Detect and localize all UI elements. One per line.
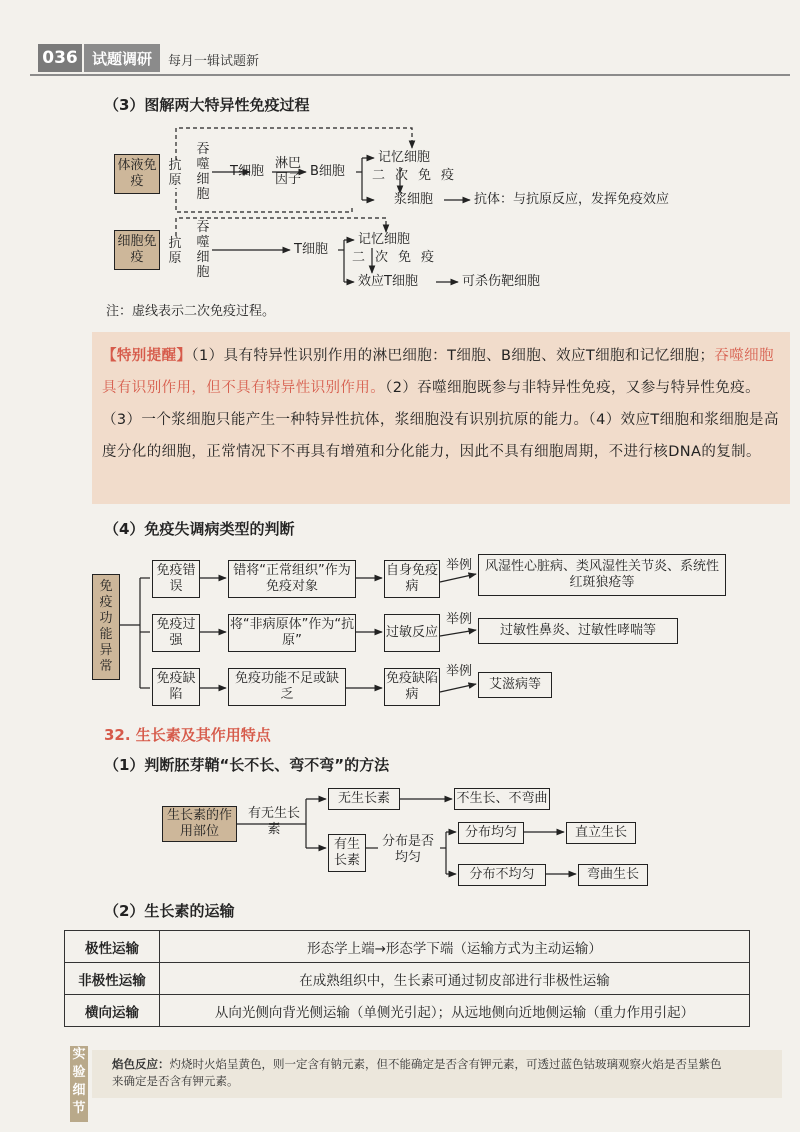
auxin-presence-label: 有无生长素 [248,806,301,837]
transport-type: 极性运输 [65,931,160,963]
disorder-cases-3: 艾滋病等 [478,672,552,698]
flame-test-text: 灼烧时火焰呈黄色，则一定含有钠元素，但不能确定是否含有钾元素，可透过蓝色钴玻璃观察火焰是否呈紫色来确定是否含有钾元素。 [112,1057,722,1088]
auxin-section-title: 32. 生长素及其作用特点 [104,726,271,744]
section-title: 试题调研 [84,44,160,72]
table-row [65,931,750,963]
humoral-memory-cell: 记忆细胞 [378,150,431,165]
transport-type: 横向运输 [65,995,160,1027]
special-reminder-label: 【特别提醒】 [102,348,192,364]
humoral-antigen: 抗原 [168,158,182,188]
auxin-site-box: 生长素的作用部位 [162,806,237,842]
disorder-disease-3: 免疫缺陷病 [384,668,440,706]
transport-desc: 在成熟组织中，生长素可通过韧皮部进行非极性运输 [160,963,750,995]
special-reminder-text [102,340,782,468]
humoral-immunity-box: 体液免疫 [114,154,160,194]
disorder-type-2: 免疫过强 [152,614,200,652]
auxin-transport-title: （2）生长素的运输 [104,902,235,920]
cellular-kill-target: 可杀伤靶细胞 [462,274,541,289]
disorder-cases-2: 过敏性鼻炎、过敏性哮喘等 [478,618,678,644]
uneven-distribution-box: 分布不均匀 [458,864,546,886]
disorder-desc-3: 免疫功能不足或缺乏 [228,668,346,706]
diagram-note: 注：虚线表示二次免疫过程。 [106,304,276,319]
distribution-question: 分布是否均匀 [381,834,434,865]
disorder-desc-2: 将“非病原体”作为“抗原” [228,614,356,652]
reminder-points-2-4: （2）吞噬细胞既参与非特异性免疫，又参与特异性免疫。（3）一个浆细胞只能产生一种特异性抗体，浆细胞没有识别抗原的能力。（4）效应T细胞和浆细胞是高度分化的细胞，正常情况下不再具有增殖和分化能力，因此不具有细胞周期，不进行核DNA的复制。 [102,380,779,460]
flame-test-note [112,1056,732,1090]
cellular-phagocyte: 吞噬细胞 [196,220,210,280]
example-label-3: 举例 [446,664,473,679]
example-label-2: 举例 [446,612,473,627]
disorder-type-3: 免疫缺陷 [152,668,200,706]
humoral-secondary-immunity: 二次免疫 [372,168,465,183]
reminder-highlight: 吞噬细胞具有识别作用，但不具有特异性识别作用。 [102,348,774,396]
table-row [65,963,750,995]
no-growth-box: 不生长、不弯曲 [454,788,550,810]
upright-growth-box: 直立生长 [566,822,636,844]
reminder-point-1: （1）具有特异性识别作用的淋巴细胞：T细胞、B细胞、效应T细胞和记忆细胞； [191,348,715,364]
humoral-t-cell: T细胞 [230,164,264,179]
even-distribution-box: 分布均匀 [458,822,524,844]
humoral-plasma-cell: 浆细胞 [394,192,434,207]
bend-growth-box: 弯曲生长 [578,864,648,886]
humoral-b-cell: B细胞 [310,164,345,179]
disorder-type-1: 免疫错误 [152,560,200,598]
humoral-phagocyte: 吞噬细胞 [196,142,210,202]
disorder-cases-1: 风湿性心脏病、类风湿性关节炎、系统性红斑狼疮等 [478,554,726,596]
immune-disorder-title: （4）免疫失调病类型的判断 [104,520,295,538]
humoral-antibody: 抗体：与抗原反应，发挥免疫效应 [474,192,670,207]
cellular-effector-t-cell: 效应T细胞 [358,274,418,289]
disorder-disease-2: 过敏反应 [384,614,440,652]
immune-abnormal-box: 免疫功能异常 [92,574,120,680]
disorder-disease-1: 自身免疫病 [384,560,440,598]
cellular-secondary-immunity: 二次免疫 [352,250,445,265]
transport-desc: 从向光侧向背光侧运输（单侧光引起）；从远地侧向近地侧运输（重力作用引起） [160,995,750,1027]
cellular-antigen: 抗原 [168,236,182,266]
transport-type: 非极性运输 [65,963,160,995]
no-auxin-box: 无生长素 [328,788,400,810]
experiment-detail-tab: 实验细节 [70,1046,88,1122]
section-subtitle: 每月一辑试题新 [168,54,260,69]
cellular-memory-cell: 记忆细胞 [358,232,411,247]
example-label-1: 举例 [446,558,473,573]
table-row [65,995,750,1027]
auxin-transport-table [64,930,750,1027]
transport-desc: 形态学上端→形态学下端（运输方式为主动运输） [160,931,750,963]
has-auxin-box: 有生长素 [328,834,366,872]
humoral-lymphokine: 淋巴因子 [274,156,301,187]
cellular-t-cell: T细胞 [294,242,328,257]
auxin-method-title: （1）判断胚芽鞘“长不长、弯不弯”的方法 [104,756,390,774]
disorder-desc-1: 错将“正常组织”作为免疫对象 [228,560,356,598]
flame-test-label: 焰色反应： [112,1057,170,1071]
immunity-diagram-title: （3）图解两大特异性免疫过程 [104,96,310,114]
cellular-immunity-box: 细胞免疫 [114,230,160,270]
page-number: 036 [38,44,82,72]
